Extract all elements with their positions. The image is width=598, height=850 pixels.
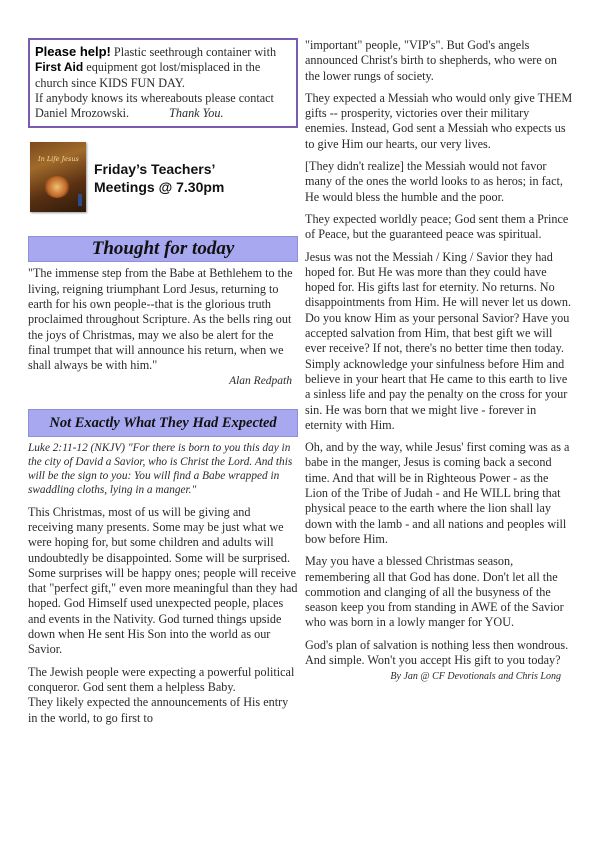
article-paragraph: Oh, and by the way, while Jesus' first coming was as a babe in the manger, Jesus is coming back a second time. And that will be in Righteous Power - as the Lion of the Tribe of Judah - and He WILL bring that physical peace to the earth where the lion shall lay down with the lamb - and all nations and peoples will bow before Him. [305,440,570,546]
book-cover-mark [78,194,82,206]
first-aid-label: First Aid [35,60,84,75]
article-paragraph: May you have a blessed Christmas season, remembering all that God has done. Don't let all the commotion and clanging of all the busyness of the season keep you from standing in AWE of the Savior who was born in a lowly manger for YOU. [305,554,564,630]
book-cover-flower [44,176,70,198]
article-paragraph: God's plan of salvation is nothing less then wondrous. And simple. Won't you accept His gift to you today? [305,637,569,667]
article-paragraph: This Christmas, most of us will be giving and receiving many presents. Some may be just what we were hoping for, but some children and adults will undoubtedly be disappointed. Some will be surprised. Some surprises will be happy ones; people will receive that "perfect gift," even more meaningful than they had hoped. God Himself used unexpected people, places and events in the Nativity. God turned things upside down when He sent His Son into the world as our Savior. [28,504,298,657]
article-byline: By Jan @ CF Devotionals and Chris Long [390,671,561,683]
meeting-announcement [94,160,224,196]
article-paragraph: They expected worldly peace; God sent them a Prince of Peace, but the guaranteed peace was spiritual. [305,211,569,242]
book-cover-image [30,142,86,212]
meeting-line-1: Friday’s Teachers’ [94,161,216,178]
thought-heading: Thought for today [28,236,298,262]
article-paragraph: They likely expected the announcements of His entry in the world, to go first to [28,695,289,725]
thought-author: Alan Redpath [229,374,292,387]
article-paragraph: They expected a Messiah who would only give THEM gifts -- prosperity, victories over their military enemies. Instead, God sent a Messiah who expects us to give Him our hearts, our very lives. [305,90,573,151]
article-heading: Not Exactly What They Had Expected [28,409,298,437]
notice-body [35,44,292,91]
right-column [305,38,573,685]
article-paragraph: Jesus was not the Messiah / King / Savior they had hoped for. But He was more than they could have hoped for. His gifts last for eternity. No returns. No disappointments from Him. He will never let us down. Do you know Him as your personal Savior? Have you accepted salvation from Him, that best gift we will ever receive? If not, there's no better time then today. Simply acknowledge your sinfulness before Him and believe in your heart that He came to this earth to live a sinless life and pay the penalty on the cross for your sin. He was born that we might live - forever in eternity with Him. [305,249,572,432]
article-paragraph: "important" people, "VIP's". But God's angels announced Christ's birth to shepherds, who were on the lower rungs of society. [305,38,557,83]
left-column [28,38,298,726]
notice-text-3: If anybody knows its whereabouts please contact Daniel Mrozowski. [35,90,274,121]
article-scripture: Luke 2:11-12 (NKJV) "For there is born to you this day in the city of David a Savior, who is Christ the Lord. And this will be the sign to you: You will find a Babe wrapped in swaddling cloths, lying in a manger." [28,441,293,497]
lost-item-notice [28,38,298,128]
notice-text-1: Plastic seethrough container with [110,45,277,59]
notice-title: Please help! [35,44,111,59]
book-cover-title: In Life Jesus [38,155,79,164]
notice-thanks: Thank You. [169,106,224,121]
notice-text-2: equipment got lost/misplaced in the church since KIDS FUN DAY. [35,60,261,90]
article-paragraph: [They didn't realize] the Messiah would not favor many of the ones the world looks to as heros; in fact, He would bless the humble and the poor. [305,159,563,204]
thought-quote: "The immense step from the Babe at Bethlehem to the living, reigning triumphant Lord Jesus, returning to earth for his own people--that is the glorious truth proclaimed throughout Scripture. As the bells ring out the joys of Christmas, may we also be alert for the final trumpet that will announce his return, when we shall always be with him." [28,266,293,373]
teachers-meeting-section [28,142,298,212]
notice-contact [35,91,292,122]
article-paragraph: The Jewish people were expecting a powerful political conqueror. God sent them a helpless Baby. [28,664,295,694]
meeting-line-2: Meetings @ 7.30pm [94,179,225,196]
